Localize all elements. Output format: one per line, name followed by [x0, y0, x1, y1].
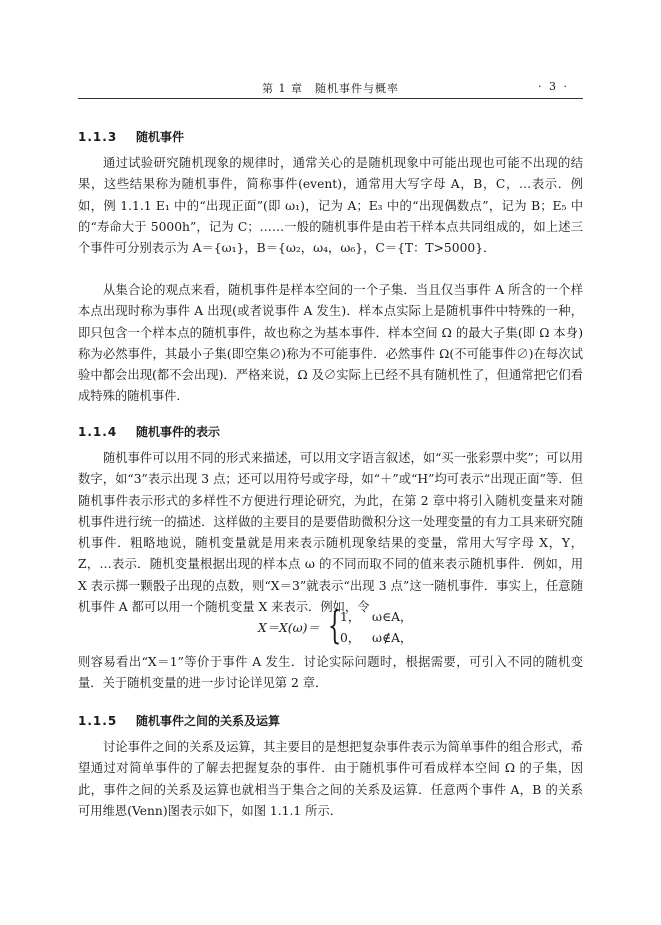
- section-title: 随机事件之间的关系及运算: [136, 714, 281, 728]
- running-head: [78, 80, 583, 99]
- section-number: 1.1.3: [78, 130, 118, 144]
- section-heading-1-1-3: [78, 128, 184, 145]
- section-heading-1-1-5: [78, 712, 280, 729]
- paragraph-random-events: 通过试验研究随机现象的规律时，通常关心的是随机现象中可能出现也可能不出现的结果，这些结果称为随机事件，简称事件(event)，通常用大写字母 A，B，C，…表示．例如，例 1.1.1 E₁ 中的“出现正面”(即 ω₁)，记为 A；E₃ 中的“出现偶数点”，记为 B；E₅ 中的“寿命大于 5000h”，记为 C；……一般的随机事件是由若干样本点共同组成的，如上述三个事件可分别表示为 A＝{ω₁}，B＝{ω₂，ω₄，ω₆}，C＝{T：T>5000}．: [78, 156, 583, 256]
- page-number: · 3 ·: [538, 80, 569, 93]
- paragraph-after-formula: 则容易看出“X＝1”等价于事件 A 发生．讨论实际问题时，根据需要，可引入不同的随机变量．关于随机变量的进一步讨论详见第 2 章．: [78, 655, 583, 691]
- chapter-title: 第 1 章 随机事件与概率: [262, 82, 399, 95]
- section-number: 1.1.4: [78, 425, 118, 439]
- section-number: 1.1.5: [78, 714, 118, 728]
- case-value: 1，: [340, 610, 361, 624]
- formula-lhs: X＝X(ω)＝: [258, 621, 320, 635]
- paragraph-set-theory: 从集合论的观点来看，随机事件是样本空间的一个子集．当且仅当事件 A 所含的一个样本点出现时称为事件 A 出现(或者说事件 A 发生)．样本点实际上是随机事件中特殊的一种，即只包含一个样本点的随机事件，故也称之为基本事件．样本空间 Ω 的最大子集(即 Ω 本身)称为必然事件，其最小子集(即空集∅)称为不可能事件．必然事件 Ω(不可能事件∅)在每次试验中都会出现(都不会出现)．严格来说，Ω 及∅实际上已经不具有随机性了，但通常把它们看成特殊的随机事件．: [78, 283, 583, 404]
- paragraph-event-relations: 讨论事件之间的关系及运算，其主要目的是想把复杂事件表示为简单事件的组合形式，希望通过对简单事件的了解去把握复杂的事件．由于随机事件可看成样本空间 Ω 的子集，因此，事件之间的关系及运算也就相当于集合之间的关系及运算．任意两个事件 A，B 的关系可用维恩(Venn)图表示如下，如图 1.1.1 所示．: [78, 740, 583, 818]
- indicator-formula: [0, 605, 661, 649]
- formula-case-2: [340, 628, 412, 646]
- formula-case-1: [340, 607, 412, 625]
- case-condition: ω∈A，: [372, 610, 413, 624]
- formula-brace: {: [328, 603, 342, 647]
- section-title: 随机事件的表示: [136, 425, 221, 439]
- case-value: 0，: [340, 631, 361, 645]
- section-title: 随机事件: [136, 130, 185, 144]
- paragraph-event-representation: 随机事件可以用不同的形式来描述，可以用文字语言叙述，如“买一张彩票中奖”；可以用数字，如“3”表示出现 3 点；还可以用符号或字母，如“＋”或“H”均可表示“出现正面”等．但随机事件表示形式的多样性不方便进行理论研究，为此，在第 2 章中将引入随机变量来对随机事件进行统一的描述．这样做的主要目的是要借助微积分这一处理变量的有力工具来研究随机事件．粗略地说，随机变量就是用来表示随机现象结果的变量，常用大写字母 X，Y，Z，…表示．随机变量根据出现的样本点 ω 的不同而取不同的值来表示随机事件．例如，用 X 表示掷一颗骰子出现的点数，则“X＝3”就表示“出现 3 点”这一随机事件．事实上，任意随机事件 A 都可以用一个随机变量 X 来表示．例如，令: [78, 451, 583, 615]
- section-heading-1-1-4: [78, 423, 220, 440]
- case-condition: ω∉A，: [372, 631, 413, 645]
